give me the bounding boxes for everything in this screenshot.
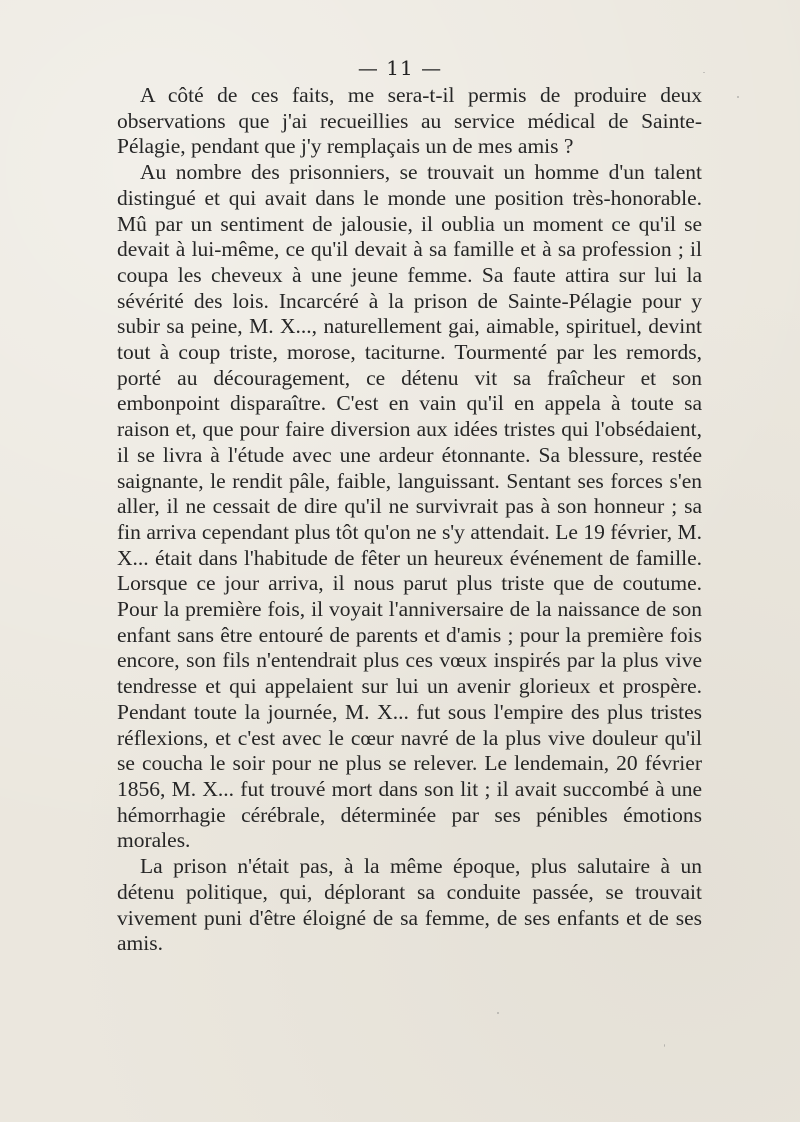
paper-speck — [737, 96, 739, 98]
paragraph-1: A côté de ces faits, me sera-t-il permis de produire deux observations que j'ai recueillies au service médical de Sainte-Pélagie, pendant que j'y remplaçais un de mes amis ? — [117, 83, 702, 159]
paragraph-3: La prison n'était pas, à la même époque, plus salutaire à un détenu politique, qui, déplorant sa conduite passée, se trouvait vivement puni d'être éloigné de sa femme, de ses enfants et de ses amis. — [117, 854, 702, 956]
paper-speck — [664, 1044, 665, 1047]
page-number: — 11 — — [357, 56, 443, 80]
paper-speck — [703, 72, 705, 73]
body-text — [117, 83, 702, 957]
paragraph-2: Au nombre des prisonniers, se trouvait un homme d'un talent distingué et qui avait dans le monde une position très-honorable. Mû par un sentiment de jalousie, il oublia un moment ce qu'il se devait à lui-même, ce qu'il devait à sa famille et à sa profession ; il coupa les cheveux à une jeune femme. Sa faute attira sur lui la sévérité des lois. Incarcéré à la prison de Sainte-Pélagie pour y subir sa peine, M. X..., naturellement gai, aimable, spirituel, devint tout à coup triste, morose, taciturne. Tourmenté par les remords, porté au découragement, ce détenu vit sa fraîcheur et son embonpoint disparaître. C'est en vain qu'il en appela à toute sa raison et, que pour faire diversion aux idées tristes qui l'obsédaient, il se livra à l'étude avec une ardeur étonnante. Sa blessure, restée saignante, le rendit pâle, faible, languissant. Sentant ses forces s'en aller, il ne cessait de dire qu'il ne survivrait pas à son honneur ; sa fin arriva cependant plus tôt qu'on ne s'y attendait. Le 19 février, M. X... était dans l'habitude de fêter un heureux événement de famille. Lorsque ce jour arriva, il nous parut plus triste que de coutume. Pour la première fois, il voyait l'anniversaire de la naissance de son enfant sans être entouré de parents et d'amis ; pour la première fois encore, son fils n'entendrait plus ces vœux inspirés par la plus vive tendresse et qui appelaient sur lui un avenir glorieux et prospère. Pendant toute la journée, M. X... fut sous l'empire des plus tristes réflexions, et c'est avec le cœur navré de la plus vive douleur qu'il se coucha le soir pour ne plus se relever. Le lendemain, 20 février 1856, M. X... fut trouvé mort dans son lit ; il avait succombé à une hémorrhagie cérébrale, déterminée par ses pénibles émotions morales. — [117, 160, 702, 853]
paper-speck — [497, 1012, 499, 1014]
